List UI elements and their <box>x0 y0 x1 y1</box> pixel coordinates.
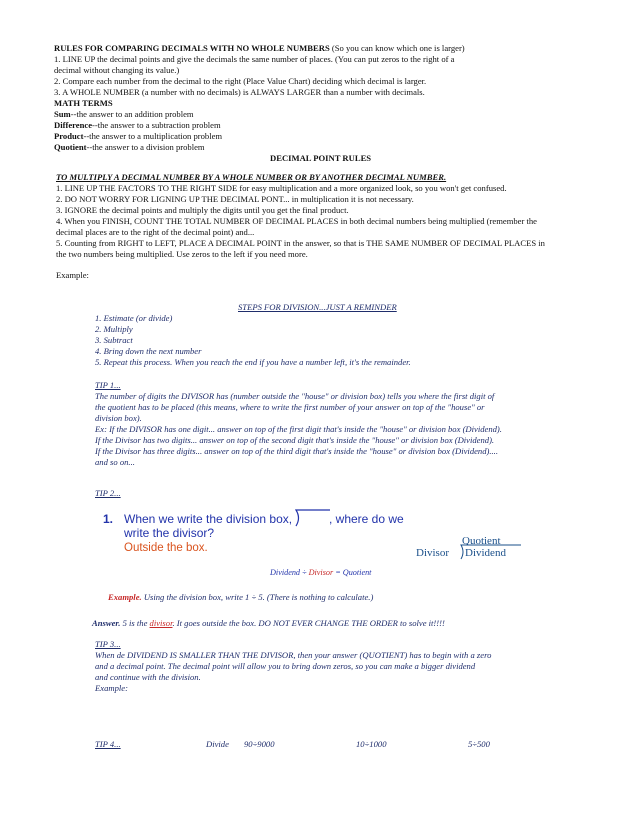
diagram-quotient-label: Quotient <box>462 535 501 547</box>
diagram-dividend-label: Dividend <box>465 547 506 559</box>
tip2-equation: Dividend ÷ Divisor = Quotient <box>270 568 372 577</box>
tip4-problem-3: 5÷500 <box>468 739 490 749</box>
tip1-line: the quotient has to be placed (this means, where to write the first number of your answer on top of the "house" or <box>95 402 485 412</box>
decimal-rule-4b: decimal places are to the right of the decimal point) and... <box>56 227 255 237</box>
math-term-quotient: Quotient--the answer to a division problem <box>54 142 205 152</box>
division-heading: STEPS FOR DIVISION...JUST A REMINDER <box>238 302 397 312</box>
tip2-example: Example. Using the division box, write 1 ÷ 5. (There is nothing to calculate.) <box>108 592 374 602</box>
tip1-line: and so on... <box>95 457 135 467</box>
rules-title-rest: (So you can know which one is larger) <box>329 43 465 53</box>
decimal-rule-1: 1. LINE UP THE FACTORS TO THE RIGHT SIDE for easy multiplication and a more organized look, so you won't get confused. <box>56 183 507 193</box>
division-step-2: 2. Multiply <box>95 324 133 334</box>
decimal-rule-2: 2. DO NOT WORRY FOR LIGNING UP THE DECIMAL PONT... in multiplication it is not necessary. <box>56 194 414 204</box>
math-terms-heading: MATH TERMS <box>54 98 113 108</box>
tip2-label: TIP 2... <box>95 488 121 498</box>
division-step-1: 1. Estimate (or divide) <box>95 313 173 323</box>
math-term-sum: Sum--the answer to an addition problem <box>54 109 194 119</box>
decimal-rules-example: Example: <box>56 270 89 280</box>
division-box-icon <box>292 509 332 527</box>
math-term-product: Product--the answer to a multiplication problem <box>54 131 223 141</box>
decimal-rule-3: 3. IGNORE the decimal points and multiply the digits until you get the final product. <box>56 205 349 215</box>
rules-title-bold: RULES FOR COMPARING DECIMALS WITH NO WHOLE NUMBERS <box>54 43 330 53</box>
tip3-line: When de DIVIDEND IS SMALLER THAN THE DIVISOR, then your answer (QUOTIENT) has to begin with a zero <box>95 650 492 660</box>
decimal-rule-4a: 4. When you FINISH, COUNT THE TOTAL NUMBER OF DECIMAL PLACES in both decimal numbers being multiplied (remember the <box>56 216 537 226</box>
math-term-difference: Difference--the answer to a subtraction problem <box>54 120 221 130</box>
tip1-label: TIP 1... <box>95 380 121 390</box>
division-step-3: 3. Subtract <box>95 335 133 345</box>
tip3-example: Example: <box>95 683 128 693</box>
division-step-4: 4. Bring down the next number <box>95 346 202 356</box>
tip1-line: If the Divisor has two digits... answer on top of the second digit that's inside the "house" or division box (Dividend). <box>95 435 495 445</box>
rules-line-1b: decimal without changing its value.) <box>54 65 180 75</box>
tip2-question-line-c: write the divisor? <box>124 526 215 540</box>
tip2-question-number: 1. <box>103 512 114 526</box>
tip2-question-line-a: When we write the division box, <box>124 512 293 526</box>
tip1-line: division box). <box>95 413 142 423</box>
tip4-divide-label: Divide <box>206 739 229 749</box>
rules-line-2: 2. Compare each number from the decimal to the right (Place Value Chart) deciding which decimal is larger. <box>54 76 427 86</box>
rules-line-1a: 1. LINE UP the decimal points and give the decimals the same number of places. (You can put zeros to the right of a <box>54 54 455 64</box>
decimal-rule-5b: the two numbers being multiplied. Use zeros to the left if you need more. <box>56 249 308 259</box>
tip2-question-line-b: , where do we <box>329 512 404 526</box>
tip4-label: TIP 4... <box>95 739 121 749</box>
tip1-line: Ex: If the DIVISOR has one digit... answer on top of the first digit that's inside the "house" or division box (Dividend). <box>95 424 502 434</box>
decimal-rules-subheading: TO MULTIPLY A DECIMAL NUMBER BY A WHOLE NUMBER OR BY ANOTHER DECIMAL NUMBER. <box>56 172 447 182</box>
tip1-line: If the Divisor has three digits... answer on top of the third digit that's inside the "house" or division box (Dividend).... <box>95 446 498 456</box>
decimal-rules-heading: DECIMAL POINT RULES <box>270 153 372 163</box>
tip3-line: and a decimal point. The decimal point will allow you to bring down zeros, so you can make a bigger dividend <box>95 661 476 671</box>
tip4-problem-1: 90÷9000 <box>244 739 275 749</box>
tip4-problem-2: 10÷1000 <box>356 739 387 749</box>
diagram-divisor-label: Divisor <box>416 547 449 559</box>
tip2-answer-text: Answer. 5 is the divisor. It goes outside the box. DO NOT EVER CHANGE THE ORDER to solve it!!!! <box>92 618 445 628</box>
tip1-line: The number of digits the DIVISOR has (number outside the "house" or division box) tells you where the first digit of <box>95 391 495 401</box>
division-step-5: 5. Repeat this process. When you reach the end if you have a number left, it's the remainder. <box>95 357 411 367</box>
rules-title <box>54 43 465 54</box>
decimal-rule-5a: 5. Counting from RIGHT to LEFT, PLACE A DECIMAL POINT in the answer, so that is THE SAME NUMBER OF DECIMAL PLACES in <box>56 238 545 248</box>
tip3-label: TIP 3... <box>95 639 121 649</box>
rules-line-3: 3. A WHOLE NUMBER (a number with no decimals) is ALWAYS LARGER than a number with decimals. <box>54 87 425 97</box>
tip2-answer: Outside the box. <box>124 542 208 554</box>
tip3-line: and continue with the division. <box>95 672 201 682</box>
